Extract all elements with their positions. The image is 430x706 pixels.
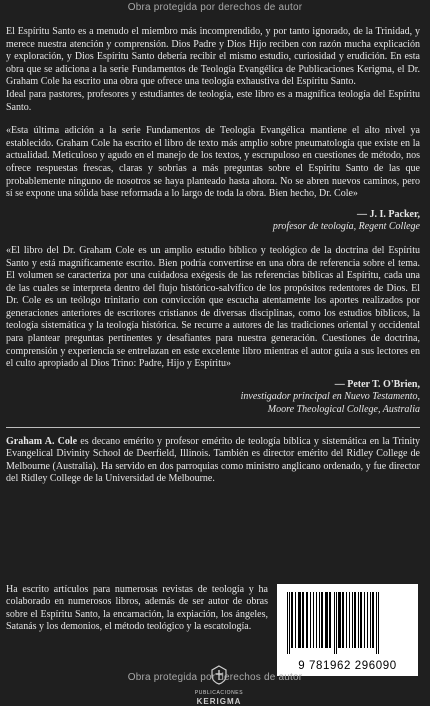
barcode-bar: [334, 592, 335, 654]
intro-paragraph: El Espíritu Santo es a menudo el miembro más incomprendido, y por tanto ignorado, de la Trinidad, y merece nuestra atención y comprensión. Dios Padre y Dios Hijo reciben con razón mucha explicación y exploración, y Dios Espíritu Santo debería recibir el mismo estudio, curiosidad y erudición. En esta obra que se adiciona a la serie Fundamentos de Teología Evangélica de Publicaciones Kerigma, el Dr. Graham Cole ha escrito una obra que ofrece una teología exhaustiva del Espíritu Santo.: [6, 26, 420, 88]
endorser-institution-obrien: Moore Theological College, Australia: [267, 404, 420, 416]
barcode-bar: [287, 592, 288, 654]
endorsement-quote-obrien: «El libro del Dr. Graham Cole es un amplio estudio bíblico y teológico de la doctrina del Espíritu Santo y está magníficamente escrito. Bien podría convertirse en una obra de referencia sobre el tema. El volumen se caracteriza por una cuidadosa exégesis de las referencias bíblicas al Espíritu, cada una de las cuales se interpreta dentro del flujo histórico-salvífico de los propósitos redentores de Dios. El Dr. Cole es un teólogo trinitario con convicción que escucha atentamente los aportes realizados por generaciones anteriores de escritores cristianos de diversas disciplinas, como los estudios bíblicos, la teología sistemática y la teología histórica. Se recurre a autores de las tradiciones oriental y occidental para plantear preguntas pertinentes y desafiantes para nuestra generación. Cuestiones de doctrina, comprensión y experiencia se entrelazan en este excelente libro mientras el autor guía a sus lectores en el culto apropiado al Dios Trino: Padre, Hijo y Espíritu»: [6, 244, 420, 370]
endorser-role-obrien: investigador principal en Nuevo Testamento,: [240, 391, 420, 403]
isbn-number: 9 781962 296090: [298, 660, 397, 672]
endorsement-quote-packer: «Esta última adición a la serie Fundamentos de Teología Evangélica mantiene el alto nivel ya establecido. Graham Cole ha escrito el libro de texto más amplio sobre pneumatología que existe en la actualidad. Meticuloso y agudo en el manejo de los textos, y escrupuloso en cuestiones de método, nos ofrece respuestas frescas, claras y sobrias a más preguntas sobre el Espíritu Santo de las que probablemente ninguno de nosotros se haya planteado hasta ahora. No se abren nuevos caminos, pero sí se expone una sólida base reformada a lo largo de toda la obra. Bien hecho, Dr. Cole»: [6, 125, 420, 200]
barcode-bar: [316, 592, 317, 648]
endorser-name-packer: — J. I. Packer,: [357, 208, 420, 220]
barcode-bar: [358, 592, 359, 648]
publisher-label: PUBLICACIONES: [194, 690, 244, 696]
barcode-bar: [313, 592, 314, 648]
barcode-bar: [329, 592, 331, 648]
barcode-bar: [302, 592, 304, 648]
barcode-bar: [376, 592, 377, 654]
barcode-bar: [364, 592, 365, 648]
author-bio-text: es decano emérito y profesor emérito de teología bíblica y sistemática en la Trinity Evangelical Divinity School de Deerfield, Illinois. También es director emérito del Ridley College de Melbourne (Australia). Ha servido en dos parroquias como ministro anglicano ordenado, y fue director del Ridley College de la Universidad de Melbourne.: [6, 435, 420, 485]
barcode-bar: [378, 592, 379, 654]
barcode-bar: [325, 592, 328, 648]
barcode-bar: [321, 592, 323, 648]
author-name: Graham A. Cole: [6, 435, 78, 447]
back-cover-text: [6, 26, 420, 486]
endorser-role-packer: profesor de teología, Regent College: [272, 221, 420, 233]
isbn-barcode: [277, 584, 418, 676]
barcode-bar: [319, 592, 320, 648]
barcode-bar: [306, 592, 308, 648]
barcode-bar: [354, 592, 356, 648]
barcode-bar: [367, 592, 368, 648]
section-divider: [6, 427, 420, 428]
barcode-bar: [295, 592, 296, 648]
barcode-bar: [342, 592, 344, 648]
barcode-bar: [291, 592, 293, 648]
watermark-top: Obra protegida por derechos de autor: [127, 2, 303, 13]
barcode-bar: [370, 592, 371, 648]
barcode-bar: [298, 592, 301, 648]
barcode-bar: [336, 592, 337, 654]
publisher-name: KERIGMA: [196, 697, 242, 706]
barcode-bar: [346, 592, 347, 648]
barcode-bar: [372, 592, 374, 648]
intro-ideal-line: Ideal para pastores, profesores y estudiantes de teología, este libro es a magnífica teología del Espíritu Santo.: [6, 88, 420, 113]
watermark-bottom: Obra protegida por derechos de autor: [127, 672, 303, 683]
barcode-bar: [310, 592, 311, 648]
barcode-bar: [360, 592, 362, 648]
barcode-bar: [352, 592, 353, 648]
barcode-bar: [289, 592, 290, 654]
barcode-bar: [349, 592, 350, 648]
barcode-bars: [285, 592, 410, 654]
barcode-bar: [338, 592, 341, 648]
endorser-name-obrien: — Peter T. O'Brien,: [334, 378, 420, 390]
author-bio: [6, 436, 420, 486]
author-bio-publications: Ha escrito artículos para numerosas revistas de teología y ha colaborado en numerosos libros, además de ser autor de obras sobre el Espíritu Santo, la encarnación, la expiación, los ángeles, Satanás y los demonios, el método teológico y la escatología.: [6, 584, 268, 633]
